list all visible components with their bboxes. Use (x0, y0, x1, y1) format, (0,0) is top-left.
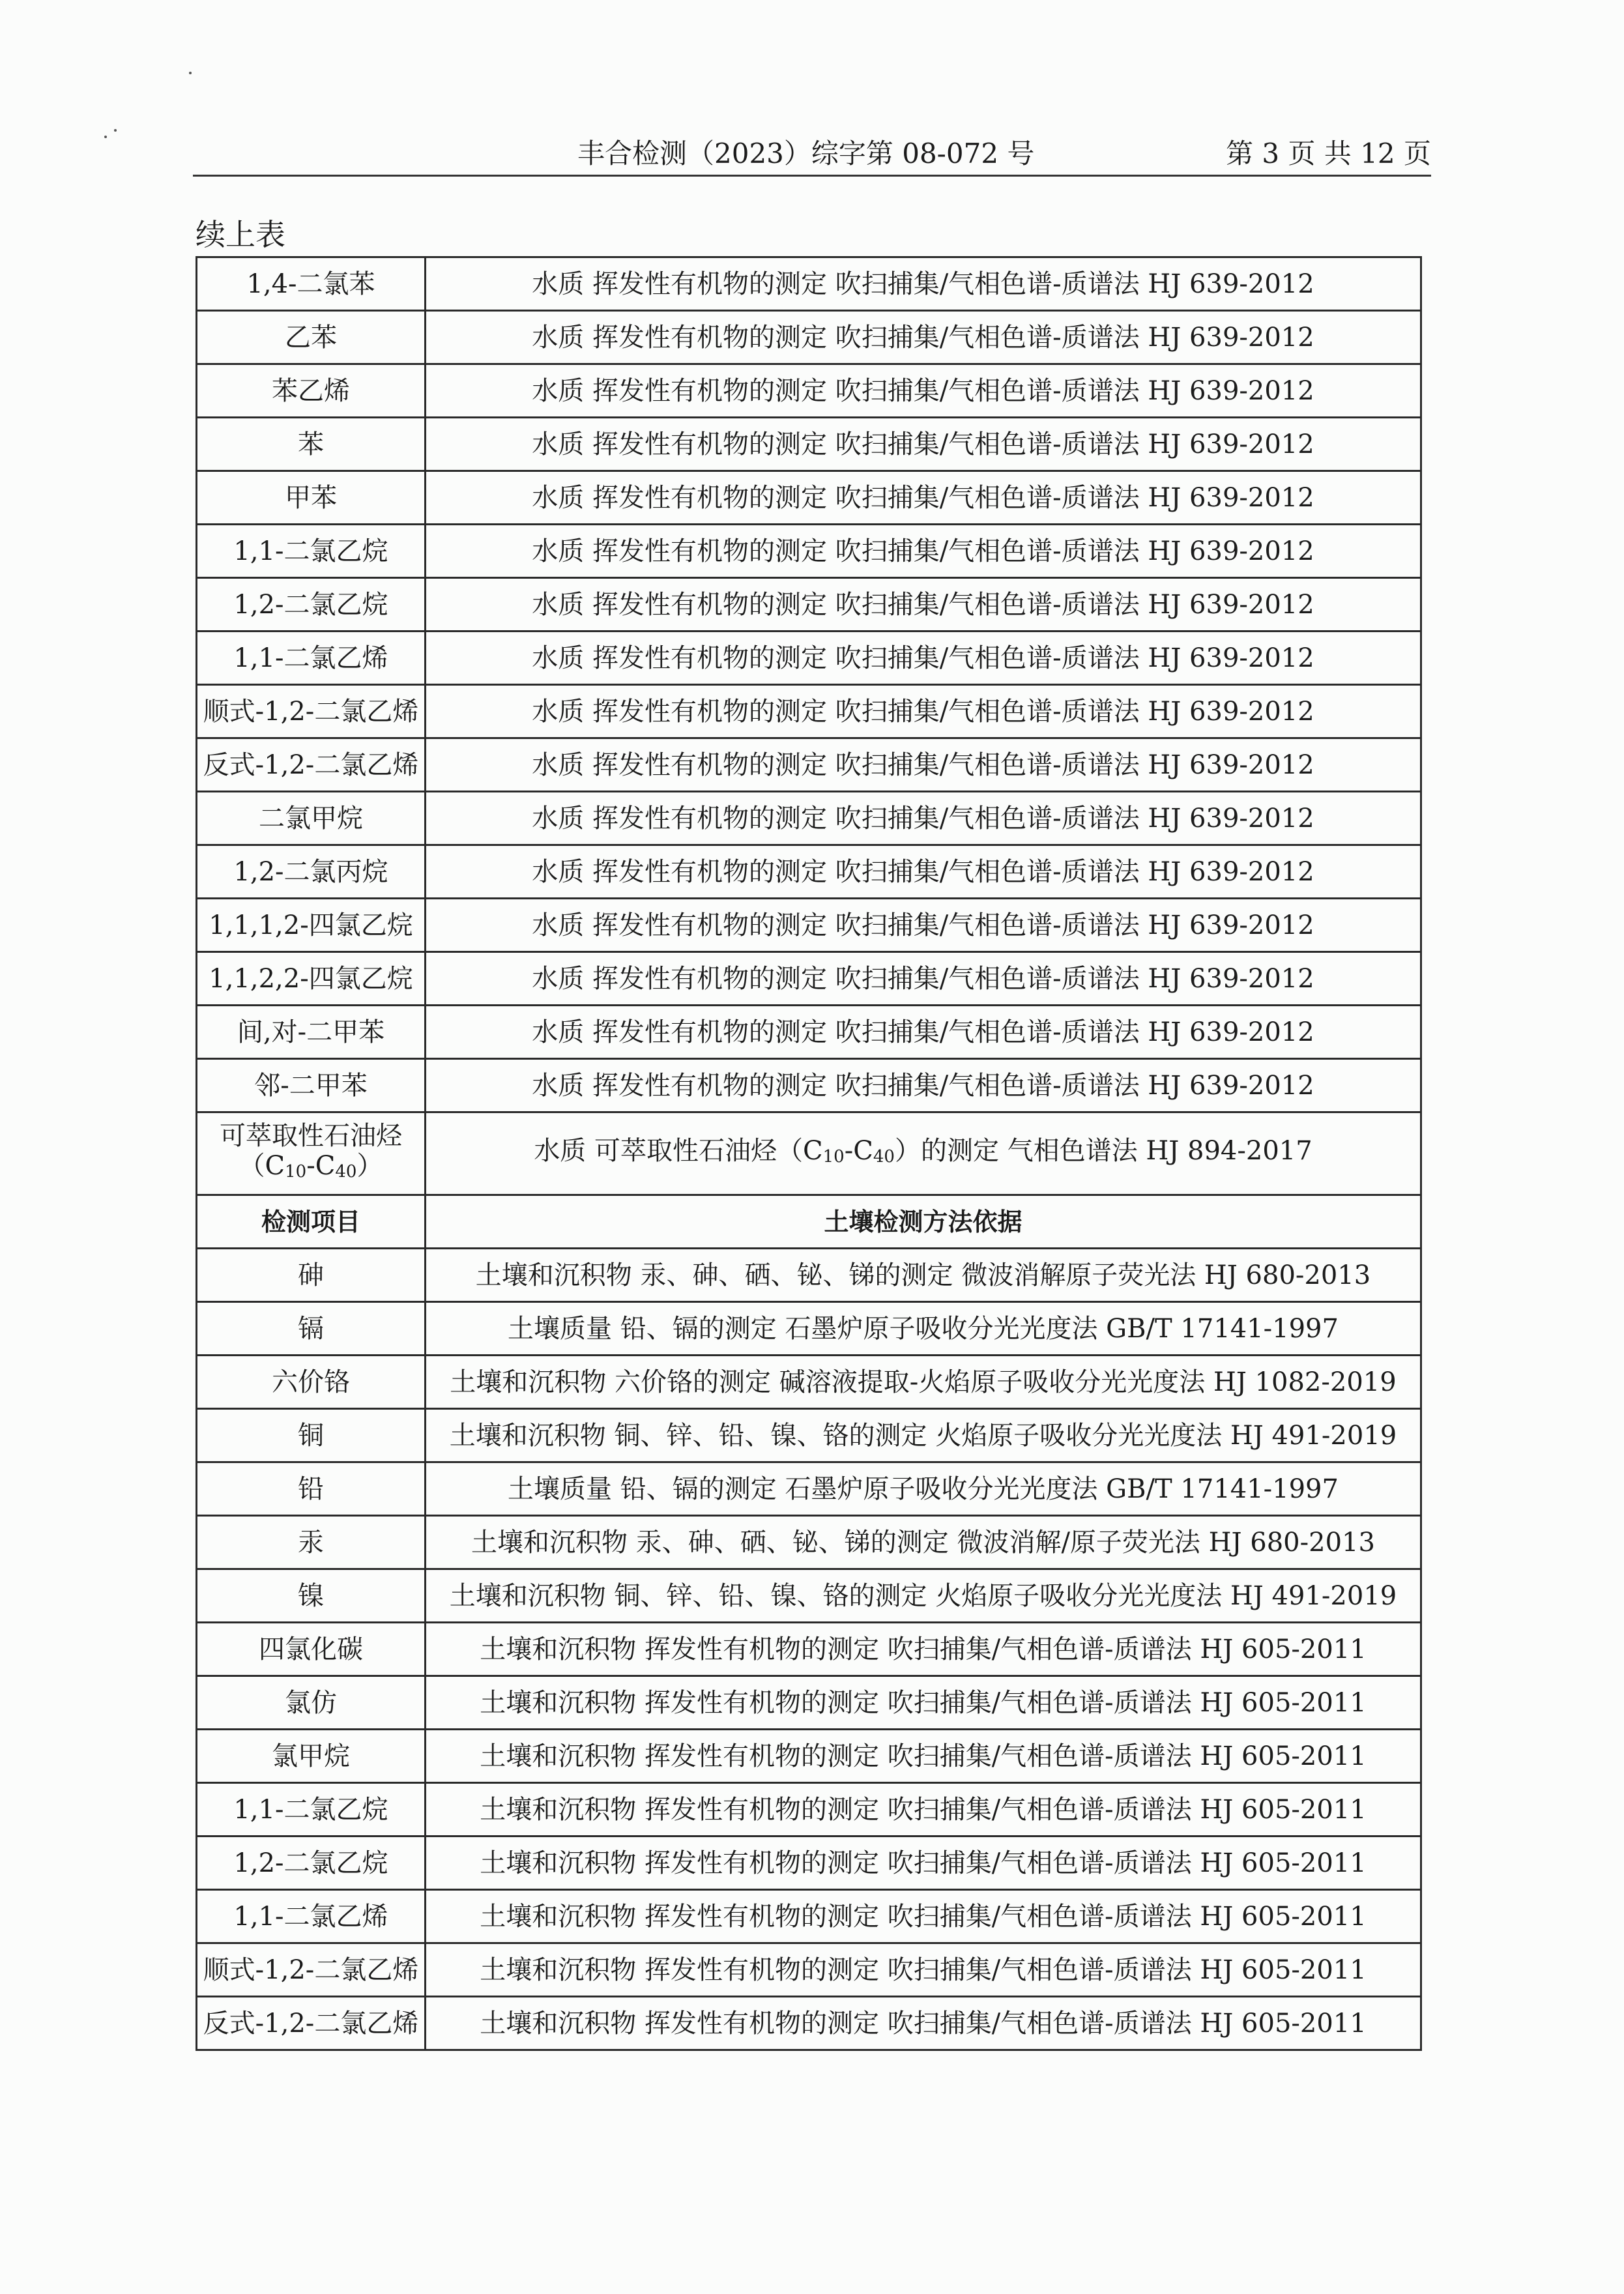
method-cell: 土壤和沉积物 挥发性有机物的测定 吹扫捕集/气相色谱-质谱法 HJ 605-2011 (426, 1783, 1421, 1837)
method-cell: 水质 挥发性有机物的测定 吹扫捕集/气相色谱-质谱法 HJ 639-2012 (426, 952, 1421, 1006)
method-cell: 水质 挥发性有机物的测定 吹扫捕集/气相色谱-质谱法 HJ 639-2012 (426, 525, 1421, 578)
method-cell: 水质 挥发性有机物的测定 吹扫捕集/气相色谱-质谱法 HJ 639-2012 (426, 899, 1421, 952)
item-cell: 顺式-1,2-二氯乙烯 (197, 685, 426, 738)
item-cell: 六价铬 (197, 1356, 426, 1409)
scan-speck (104, 136, 107, 138)
item-cell: 乙苯 (197, 311, 426, 364)
table-row (197, 1356, 1421, 1409)
method-cell: 水质 挥发性有机物的测定 吹扫捕集/气相色谱-质谱法 HJ 639-2012 (426, 845, 1421, 899)
method-cell: 水质 挥发性有机物的测定 吹扫捕集/气相色谱-质谱法 HJ 639-2012 (426, 578, 1421, 632)
table-row (197, 1516, 1421, 1569)
table-row (197, 1997, 1421, 2050)
method-cell: 土壤和沉积物 挥发性有机物的测定 吹扫捕集/气相色谱-质谱法 HJ 605-2011 (426, 1997, 1421, 2050)
item-cell (197, 1112, 426, 1195)
report-number: 丰合检测（2023）综字第 08-072 号 (577, 138, 1035, 169)
table-row (197, 1890, 1421, 1943)
carbon-dash: -C (306, 1150, 336, 1181)
scan-speck (114, 129, 117, 132)
table-row (197, 899, 1421, 952)
item-cell: 1,1,1,2-四氯乙烷 (197, 899, 426, 952)
item-cell: 汞 (197, 1516, 426, 1569)
method-cell: 水质 挥发性有机物的测定 吹扫捕集/气相色谱-质谱法 HJ 639-2012 (426, 792, 1421, 845)
soil-section (197, 1249, 1421, 2050)
method-cell: 土壤和沉积物 挥发性有机物的测定 吹扫捕集/气相色谱-质谱法 HJ 605-2011 (426, 1837, 1421, 1890)
item-cell: 邻-二甲苯 (197, 1059, 426, 1112)
method-cell: 水质 挥发性有机物的测定 吹扫捕集/气相色谱-质谱法 HJ 639-2012 (426, 685, 1421, 738)
method-cell: 土壤质量 铅、镉的测定 石墨炉原子吸收分光光度法 GB/T 17141-1997 (426, 1462, 1421, 1516)
table-row (197, 578, 1421, 632)
item-cell: 镍 (197, 1569, 426, 1623)
item-cell: 1,1-二氯乙烷 (197, 1783, 426, 1837)
table-row (197, 1730, 1421, 1783)
item-cell: 砷 (197, 1249, 426, 1302)
item-cell: 顺式-1,2-二氯乙烯 (197, 1943, 426, 1997)
page-number: 第 3 页 共 12 页 (1226, 138, 1431, 169)
water-section (197, 257, 1421, 1112)
table-row (197, 1059, 1421, 1112)
table-row (197, 525, 1421, 578)
method-cell: 土壤和沉积物 挥发性有机物的测定 吹扫捕集/气相色谱-质谱法 HJ 605-2011 (426, 1730, 1421, 1783)
carbon-sub-40: 40 (335, 1161, 357, 1182)
item-cell: 氯甲烷 (197, 1730, 426, 1783)
paren-open: （C (239, 1150, 285, 1181)
item-name-line1: 可萃取性石油烃 (220, 1120, 402, 1151)
header-item-cell: 检测项目 (197, 1195, 426, 1249)
method-cell: 水质 挥发性有机物的测定 吹扫捕集/气相色谱-质谱法 HJ 639-2012 (426, 364, 1421, 418)
table-row (197, 1006, 1421, 1059)
table-row (197, 845, 1421, 899)
page-header (193, 136, 1431, 177)
table-row (197, 738, 1421, 792)
item-cell: 镉 (197, 1302, 426, 1356)
table-row (197, 1112, 1421, 1195)
table-row (197, 1249, 1421, 1302)
item-cell: 1,1-二氯乙烯 (197, 632, 426, 685)
method-cell: 土壤和沉积物 挥发性有机物的测定 吹扫捕集/气相色谱-质谱法 HJ 605-2011 (426, 1890, 1421, 1943)
method-cell: 水质 挥发性有机物的测定 吹扫捕集/气相色谱-质谱法 HJ 639-2012 (426, 418, 1421, 471)
method-sub-10: 10 (822, 1146, 845, 1167)
item-cell: 苯乙烯 (197, 364, 426, 418)
method-cell: 水质 挥发性有机物的测定 吹扫捕集/气相色谱-质谱法 HJ 639-2012 (426, 471, 1421, 525)
continued-table-label: 续上表 (196, 217, 285, 252)
method-cell: 土壤质量 铅、镉的测定 石墨炉原子吸收分光光度法 GB/T 17141-1997 (426, 1302, 1421, 1356)
item-cell: 甲苯 (197, 471, 426, 525)
table-row (197, 471, 1421, 525)
method-cell: 水质 挥发性有机物的测定 吹扫捕集/气相色谱-质谱法 HJ 639-2012 (426, 257, 1421, 311)
method-cell: 土壤和沉积物 汞、砷、硒、铋、锑的测定 微波消解/原子荧光法 HJ 680-2013 (426, 1516, 1421, 1569)
table-row (197, 792, 1421, 845)
table-row (197, 257, 1421, 311)
paren-close: ） (356, 1150, 383, 1181)
soil-header-row (197, 1195, 1421, 1249)
table-row (197, 1302, 1421, 1356)
table-row (197, 1462, 1421, 1516)
table-row (197, 1569, 1421, 1623)
method-cell: 水质 挥发性有机物的测定 吹扫捕集/气相色谱-质谱法 HJ 639-2012 (426, 311, 1421, 364)
item-cell: 铜 (197, 1409, 426, 1462)
item-name-line2 (201, 1151, 420, 1187)
method-cell: 土壤和沉积物 挥发性有机物的测定 吹扫捕集/气相色谱-质谱法 HJ 605-2011 (426, 1623, 1421, 1676)
table-row (197, 364, 1421, 418)
table-row (197, 1623, 1421, 1676)
item-cell: 1,2-二氯丙烷 (197, 845, 426, 899)
item-cell: 1,1,2,2-四氯乙烷 (197, 952, 426, 1006)
method-cell: 水质 挥发性有机物的测定 吹扫捕集/气相色谱-质谱法 HJ 639-2012 (426, 1059, 1421, 1112)
table-row (197, 1837, 1421, 1890)
item-cell: 1,1-二氯乙烷 (197, 525, 426, 578)
table-row (197, 418, 1421, 471)
method-table (196, 256, 1422, 2051)
item-cell: 苯 (197, 418, 426, 471)
item-cell: 1,4-二氯苯 (197, 257, 426, 311)
method-cell: 土壤和沉积物 铜、锌、铅、镍、铬的测定 火焰原子吸收分光光度法 HJ 491-2019 (426, 1569, 1421, 1623)
method-cell: 水质 挥发性有机物的测定 吹扫捕集/气相色谱-质谱法 HJ 639-2012 (426, 738, 1421, 792)
method-cell: 土壤和沉积物 铜、锌、铅、镍、铬的测定 火焰原子吸收分光光度法 HJ 491-2019 (426, 1409, 1421, 1462)
table-row (197, 952, 1421, 1006)
method-cell: 土壤和沉积物 汞、砷、硒、铋、锑的测定 微波消解原子荧光法 HJ 680-2013 (426, 1249, 1421, 1302)
item-cell: 二氯甲烷 (197, 792, 426, 845)
method-cell: 水质 挥发性有机物的测定 吹扫捕集/气相色谱-质谱法 HJ 639-2012 (426, 632, 1421, 685)
table-row (197, 685, 1421, 738)
method-cell: 土壤和沉积物 挥发性有机物的测定 吹扫捕集/气相色谱-质谱法 HJ 605-2011 (426, 1943, 1421, 1997)
method-dash: -C (844, 1135, 873, 1166)
item-cell: 1,2-二氯乙烷 (197, 1837, 426, 1890)
carbon-sub-10: 10 (285, 1161, 307, 1182)
method-cell: 水质 挥发性有机物的测定 吹扫捕集/气相色谱-质谱法 HJ 639-2012 (426, 1006, 1421, 1059)
item-cell: 间,对-二甲苯 (197, 1006, 426, 1059)
table-row (197, 632, 1421, 685)
method-cell: 土壤和沉积物 挥发性有机物的测定 吹扫捕集/气相色谱-质谱法 HJ 605-2011 (426, 1676, 1421, 1730)
table-row (197, 1943, 1421, 1997)
item-cell: 1,2-二氯乙烷 (197, 578, 426, 632)
item-cell: 反式-1,2-二氯乙烯 (197, 738, 426, 792)
method-pre: 水质 可萃取性石油烃（C (534, 1135, 823, 1166)
table-row (197, 1409, 1421, 1462)
table-row (197, 1676, 1421, 1730)
scan-speck (189, 72, 192, 74)
table-row (197, 311, 1421, 364)
item-cell: 1,1-二氯乙烯 (197, 1890, 426, 1943)
method-cell: 土壤和沉积物 六价铬的测定 碱溶液提取-火焰原子吸收分光光度法 HJ 1082-2019 (426, 1356, 1421, 1409)
header-method-cell: 土壤检测方法依据 (426, 1195, 1421, 1249)
item-cell: 四氯化碳 (197, 1623, 426, 1676)
table-row (197, 1783, 1421, 1837)
petroleum-section (197, 1112, 1421, 1249)
method-sub-40: 40 (873, 1146, 895, 1167)
item-cell: 氯仿 (197, 1676, 426, 1730)
item-cell: 铅 (197, 1462, 426, 1516)
method-post: ）的测定 气相色谱法 HJ 894-2017 (894, 1135, 1312, 1166)
method-cell (426, 1112, 1421, 1195)
item-cell: 反式-1,2-二氯乙烯 (197, 1997, 426, 2050)
